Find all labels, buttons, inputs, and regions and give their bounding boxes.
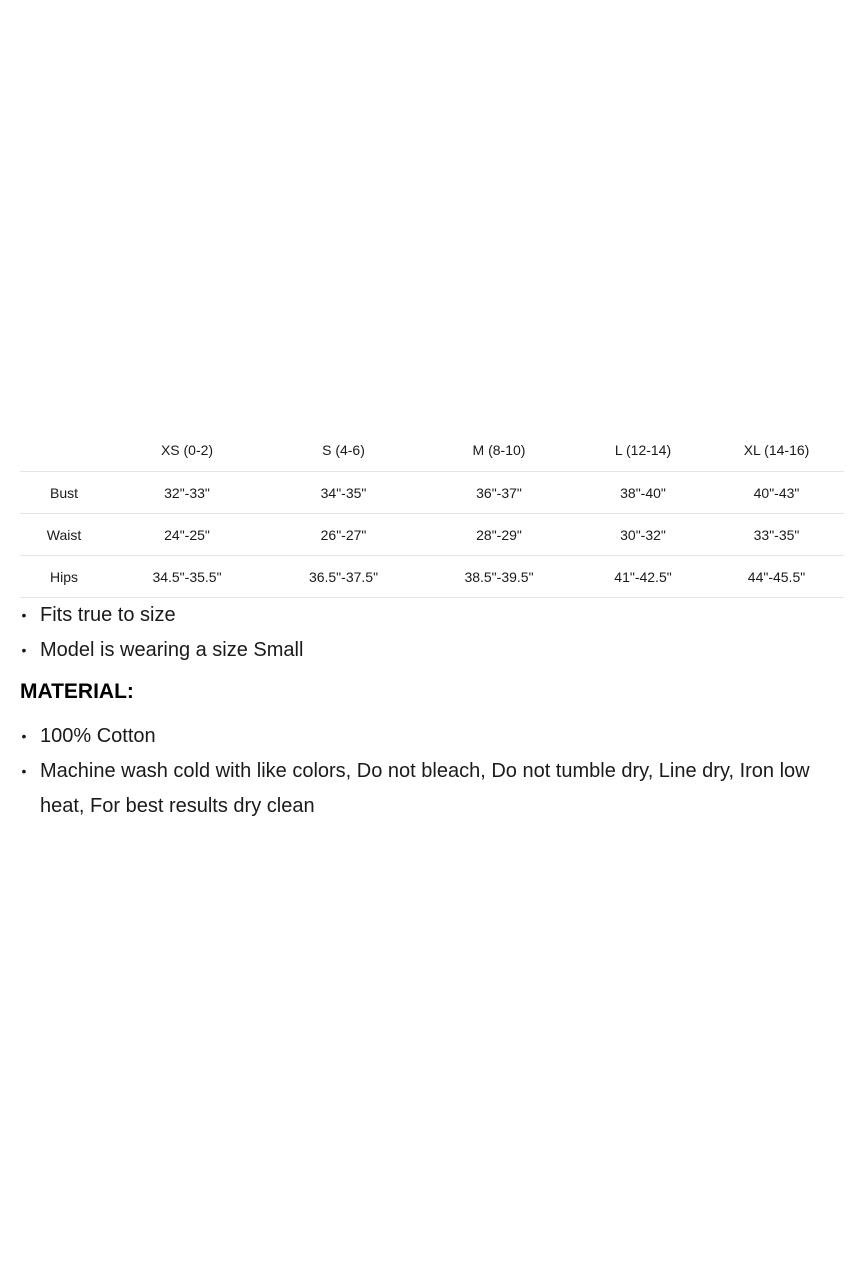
measurement-cell: 30"-32"	[577, 514, 709, 556]
material-list	[20, 719, 844, 824]
measurement-cell: 40"-43"	[709, 472, 844, 514]
product-details	[20, 428, 844, 824]
fit-note-text: Fits true to size	[40, 604, 176, 626]
row-label: Bust	[20, 472, 108, 514]
list-item	[20, 719, 844, 754]
measurement-cell: 34.5"-35.5"	[108, 556, 266, 598]
measurement-cell: 34"-35"	[266, 472, 421, 514]
material-heading: MATERIAL:	[20, 680, 134, 703]
measurement-cell: 32"-33"	[108, 472, 266, 514]
list-item	[20, 598, 844, 633]
measurement-cell: 44"-45.5"	[709, 556, 844, 598]
measurement-cell: 36"-37"	[421, 472, 577, 514]
size-chart-corner-cell	[20, 428, 108, 472]
measurement-cell: 38.5"-39.5"	[421, 556, 577, 598]
care-instructions-text: Machine wash cold with like colors, Do not bleach, Do not tumble dry, Line dry, Iron low heat, For best results dry clean	[40, 760, 810, 817]
measurement-cell: 38"-40"	[577, 472, 709, 514]
material-item-text: 100% Cotton	[40, 725, 156, 747]
measurement-cell: 33"-35"	[709, 514, 844, 556]
list-item	[20, 754, 844, 824]
fit-note-text: Model is wearing a size Small	[40, 639, 304, 661]
size-header-l: L (12-14)	[614, 441, 672, 458]
row-label: Hips	[20, 556, 108, 598]
bullet-icon: •	[21, 763, 27, 779]
measurement-cell: 24"-25"	[108, 514, 266, 556]
measurement-cell: 41"-42.5"	[577, 556, 709, 598]
row-label: Waist	[20, 514, 108, 556]
measurement-cell: 36.5"-37.5"	[266, 556, 421, 598]
bullet-icon: •	[21, 642, 27, 658]
size-chart-row-waist	[20, 514, 844, 556]
size-chart-header-row	[20, 428, 844, 472]
size-header-m: M (8-10)	[472, 441, 526, 458]
size-header-xl: XL (14-16)	[743, 441, 810, 458]
size-chart-row-hips	[20, 556, 844, 598]
size-header-s: S (4-6)	[322, 441, 365, 458]
measurement-cell: 26"-27"	[266, 514, 421, 556]
size-chart-table	[20, 428, 844, 598]
size-header-xs: XS (0-2)	[160, 441, 214, 458]
fit-notes-list	[20, 598, 844, 668]
size-chart-row-bust	[20, 472, 844, 514]
list-item	[20, 633, 844, 668]
bullet-icon: •	[21, 728, 27, 744]
measurement-cell: 28"-29"	[421, 514, 577, 556]
bullet-icon: •	[21, 607, 27, 623]
